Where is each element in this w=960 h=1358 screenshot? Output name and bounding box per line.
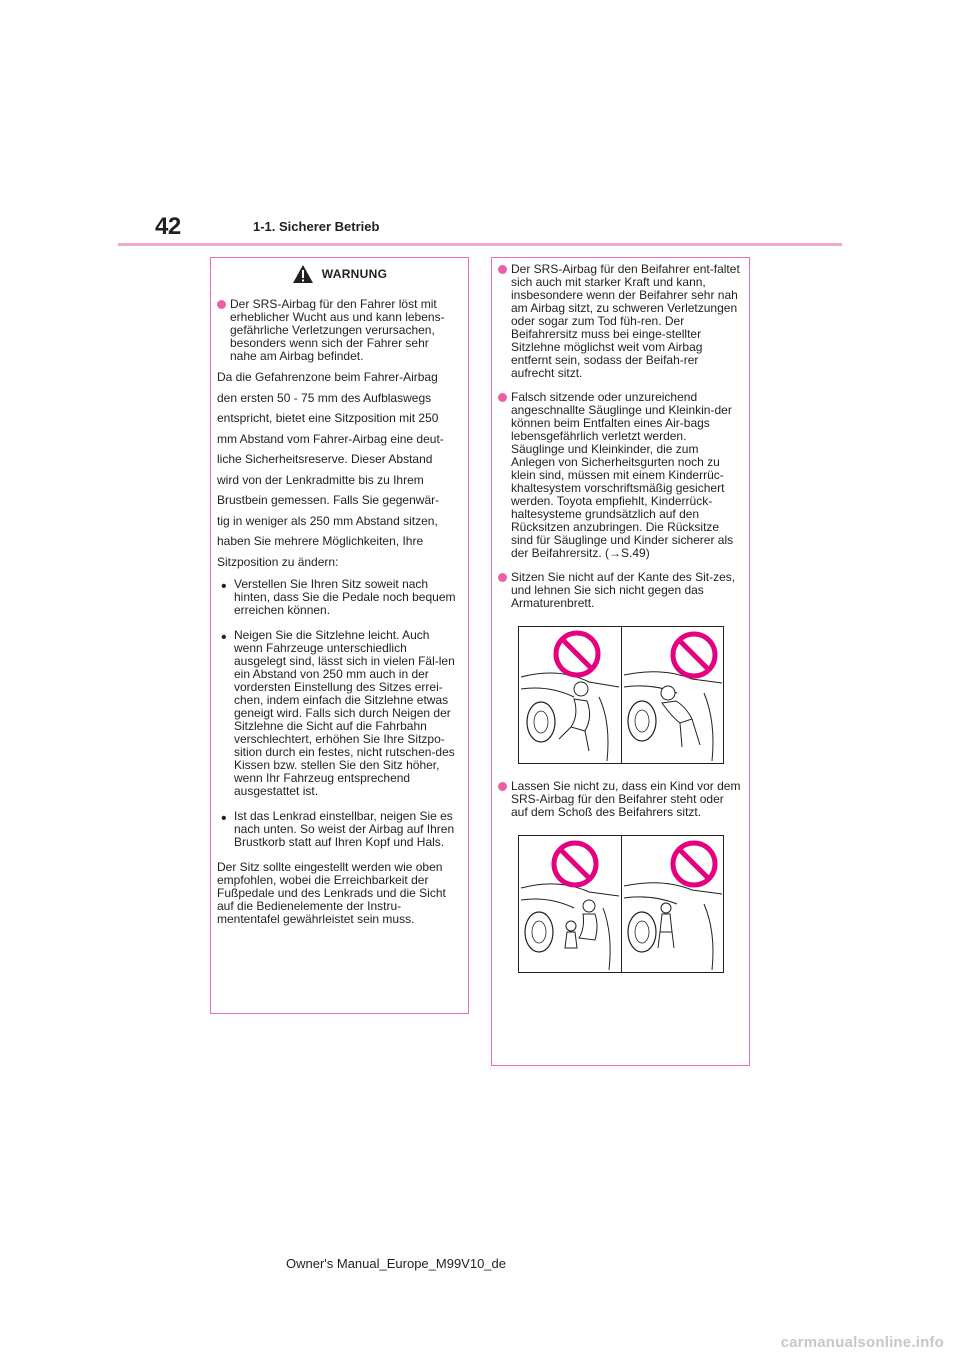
warning-box-continued bbox=[491, 257, 750, 1066]
warning-paragraph bbox=[217, 367, 458, 572]
bullet-dot-icon bbox=[498, 782, 507, 791]
warning-triangle-icon bbox=[292, 264, 314, 284]
right-bullet-4 bbox=[498, 780, 741, 819]
sub-item-2 bbox=[217, 629, 458, 798]
right-bullet-3-text: Sitzen Sie nicht auf der Kante des Sit-zes, und lehnen Sie sich nicht gegen das Armaturenbrett. bbox=[511, 570, 736, 610]
warning-closing-text: Der Sitz sollte eingestellt werden wie oben empfohlen, wobei die Erreichbarkeit der Fußpedale und des Lenkrads und die Sicht auf die Bedienelemente der Instru-mententafel gewährleistet sein muss. bbox=[217, 860, 446, 926]
warning-bullet-1 bbox=[217, 298, 458, 363]
illustration-panel bbox=[519, 836, 621, 972]
car-interior-sketch bbox=[519, 836, 621, 972]
illustration-panel bbox=[519, 627, 621, 763]
footer-manual-name: Owner's Manual_Europe_M99V10_de bbox=[285, 1256, 506, 1271]
illustration-panel bbox=[622, 627, 724, 763]
right-bullet-3 bbox=[498, 571, 741, 610]
right-bullet-2-text: Falsch sitzende oder unzureichend angeschnallte Säuglinge und Kleinkin-der können beim Entfalten eines Air-bags lebensgefährlich verletzt werden. Säuglinge und Kleinkinder, die zum Anlegen von Sicherheitsgurten noch zu klein sind, müssen mit einem Kinderrüc-khaltesystem vorschriftsmäßig gesichert werden. Toyota empfiehlt, Kinderrück-haltesysteme grundsätzlich auf den Rücksitzen anzubringen. Die Rücksitze sind für Säuglinge und Kinder sicherer als der Beifahrersitz. (→S.49) bbox=[511, 390, 734, 560]
header-rule bbox=[118, 243, 842, 246]
warning-paragraph-line: mm Abstand vom Fahrer-Airbag eine deut- bbox=[217, 431, 444, 446]
right-bullet-1 bbox=[498, 263, 741, 380]
illustration-child-in-front bbox=[518, 835, 724, 973]
sub-item-3 bbox=[217, 810, 458, 849]
right-bullet-4-text: Lassen Sie nicht zu, dass ein Kind vor dem SRS-Airbag für den Beifahrer steht oder auf dem Schoß des Beifahrers sitzt. bbox=[511, 779, 741, 819]
sub-item-1 bbox=[217, 578, 458, 617]
warning-paragraph-line: Brustbein gemessen. Falls Sie gegenwär- bbox=[217, 493, 440, 507]
warning-paragraph-line: den ersten 50 - 75 mm des Aufblaswegs bbox=[217, 390, 432, 405]
warning-title: WARNUNG bbox=[321, 267, 388, 281]
warning-paragraph-line: haben Sie mehrere Möglichkeiten, Ihre bbox=[217, 534, 424, 548]
warning-paragraph-line: Da die Gefahrenzone beim Fahrer-Airbag bbox=[217, 370, 438, 384]
page-number: 42 bbox=[155, 213, 181, 240]
warning-bullet-1-text: Der SRS-Airbag für den Fahrer löst mit erheblicher Wucht aus und kann lebens-gefährliche Verletzungen verursachen, besonders wenn sich der Fahrer sehr nahe am Airbag befindet. bbox=[230, 297, 445, 363]
warning-paragraph-line: Sitzposition zu ändern: bbox=[217, 554, 339, 569]
sub-item-1-text: Verstellen Sie Ihren Sitz soweit nach hinten, dass Sie die Pedale noch bequem erreichen können. bbox=[234, 577, 456, 617]
sub-bullet-mark: • bbox=[221, 810, 227, 827]
bullet-dot-icon bbox=[498, 393, 507, 402]
sub-item-2-text: Neigen Sie die Sitzlehne leicht. Auch wenn Fahrzeuge unterschiedlich ausgelegt sind, lässt sich in vielen Fäl-len ein Abstand von 250 mm auch in der vordersten Einstellung des Sitzes errei-chen, indem einfach die Sitzlehne etwas geneigt wird. Falls sich durch Neigen der Sitzlehne die Sicht auf die Fahrbahn verschlechtert, erhöhen Sie Ihre Sitzpo-sition durch ein festes, nicht rutschen-des Kissen bzw. stellen Sie den Sitz höher, wenn Ihr Fahrzeug entsprechend ausgestattet ist. bbox=[234, 628, 455, 798]
car-interior-sketch bbox=[622, 836, 724, 972]
warning-header bbox=[211, 258, 468, 290]
warning-paragraph-line: entspricht, bietet eine Sitzposition mit 250 bbox=[217, 411, 439, 425]
car-interior-sketch bbox=[519, 627, 621, 763]
sub-bullet-mark: • bbox=[221, 629, 227, 646]
bullet-dot-icon bbox=[498, 573, 507, 582]
bullet-dot-icon bbox=[217, 300, 226, 309]
warning-paragraph-line: tig in weniger als 250 mm Abstand sitzen, bbox=[217, 513, 438, 528]
watermark: carmanualsonline.info bbox=[780, 1334, 944, 1351]
illustration-edge-of-seat bbox=[518, 626, 724, 764]
illustration-panel bbox=[622, 836, 724, 972]
right-bullet-1-text: Der SRS-Airbag für den Beifahrer ent-faltet sich auch mit starker Kraft und kann, insbesondere wenn der Beifahrer sehr nah am Airbag sitzt, zu schweren Verletzungen oder sogar zum Tod füh-ren. Der Beifahrersitz muss bei einge-stellter Sitzlehne möglichst weit vom Airbag entfernt sein, sodass der Beifah-rer aufrecht sitzt. bbox=[511, 262, 740, 380]
footer bbox=[0, 1256, 960, 1271]
car-interior-sketch bbox=[622, 627, 724, 763]
warning-paragraph-line: liche Sicherheitsreserve. Dieser Abstand bbox=[217, 452, 433, 466]
section-title: 1-1. Sicherer Betrieb bbox=[253, 219, 380, 234]
warning-paragraph-line: wird von der Lenkradmitte bis zu Ihrem bbox=[217, 472, 424, 487]
right-bullet-2 bbox=[498, 391, 741, 560]
bullet-dot-icon bbox=[498, 265, 507, 274]
warning-box bbox=[210, 257, 469, 1014]
sub-bullet-mark: • bbox=[221, 578, 227, 595]
sub-item-3-text: Ist das Lenkrad einstellbar, neigen Sie es nach unten. So weist der Airbag auf Ihren Brustkorb statt auf Ihren Kopf und Hals. bbox=[234, 809, 455, 849]
